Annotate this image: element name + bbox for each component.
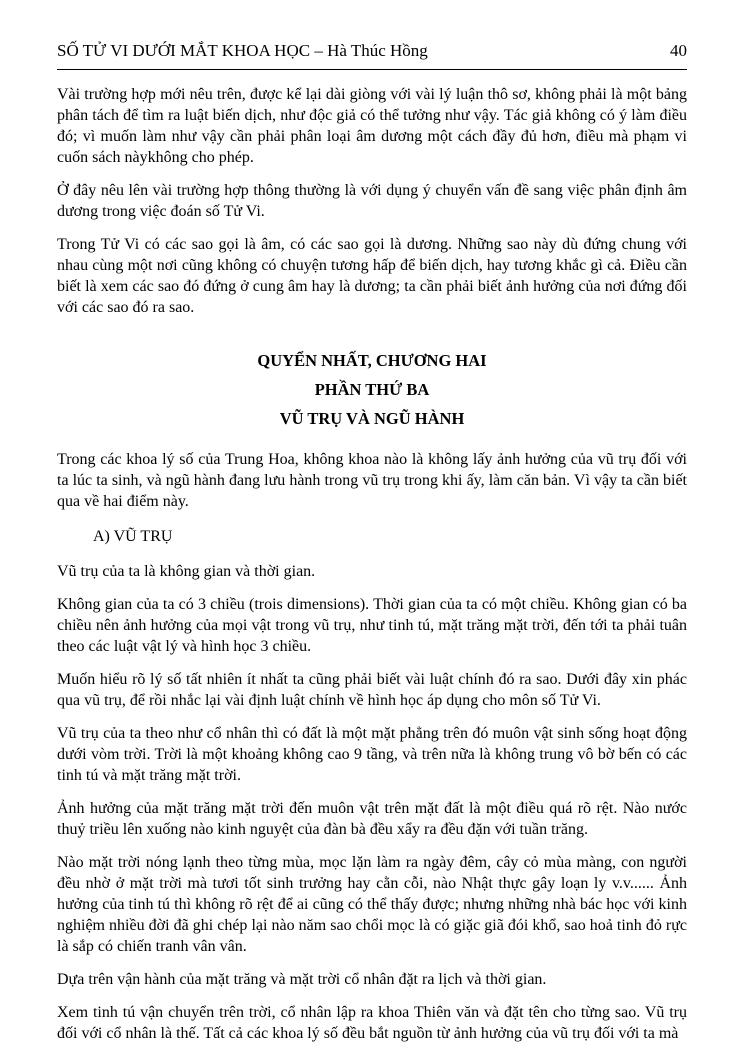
header-divider [57,69,687,70]
chapter-heading-title: VŨ TRỤ VÀ NGŨ HÀNH [279,409,465,428]
paragraph: Xem tinh tú vận chuyển trên trời, cổ nhân lập ra khoa Thiên văn và đặt tên cho từng sao. Vũ trụ đối với cổ nhân là thế. Tất cả các khoa lý số đều bắt nguồn từ ảnh hưởng của vũ trụ đối với ta mà [57,1004,687,1042]
paragraph: Dựa trên vận hành của mặt trăng và mặt trời cổ nhân đặt ra lịch và thời gian. [57,971,547,988]
running-header [57,40,687,62]
paragraph: Ảnh hưởng của mặt trăng mặt trời đến muôn vật trên mặt đất là một điều quá rõ rệt. Nào nước thuỷ triều lên xuống nào kinh nguyệt của đàn bà đều xẩy ra đều đặn với tuần trăng. [57,800,687,838]
book-title: SỐ TỬ VI DƯỚI MẮT KHOA HỌC – Hà Thúc Hồng [57,41,428,60]
page-number: 40 [670,41,687,60]
paragraph: Vũ trụ của ta là không gian và thời gian. [57,563,316,580]
paragraph: Trong các khoa lý số của Trung Hoa, không khoa nào là không lấy ảnh hưởng của vũ trụ đối với ta lúc ta sinh, và ngũ hành đang lưu hành trong vũ trụ trong khi ấy, làm căn bản. Vì vậy ta cần biết qua về hai điểm này. [57,451,687,510]
page-body [57,84,687,1044]
chapter-headings [57,346,687,433]
chapter-heading-volume: QUYỂN NHẤT, CHƯƠNG HAI [257,351,487,370]
paragraph: Không gian của ta có 3 chiều (trois dimensions). Thời gian của ta có một chiều. Không gian có ba chiều nên ảnh hưởng của mọi vật trong vũ trụ, như tinh tú, mặt trăng mặt trời, đến tới ta phải tuân theo các luật vật lý và hình học 3 chiều. [57,596,687,655]
paragraph: Vũ trụ của ta theo như cổ nhân thì có đất là một mặt phẳng trên đó muôn vật sinh sống hoạt động dưới vòm trời. Trời là một khoảng không cao 9 tầng, và trên nữa là không trung vô bờ bến có các tinh tú và mặt trăng mặt trời. [57,725,687,784]
paragraph: Vài trường hợp mới nêu trên, được kể lại dài giòng với vài lý luận thô sơ, không phải là một bảng phân tách để tìm ra luật biến dịch, như độc giả có thể tưởng như vậy. Tác giả không có ý làm điều đó; vì muốn làm như vậy cần phải phân loại âm dương một cách đầy đủ hơn, điều mà phạm vi cuốn sách nàykhông cho phép. [57,86,687,166]
paragraph: Trong Tử Vi có các sao gọi là âm, có các sao gọi là dương. Những sao này dù đứng chung với nhau cùng một nơi cũng không có chuyện tương hấp để biến dịch, hay tương khắc gì cả. Điều cần biết là xem các sao đó đứng ở cung âm hay là dương; ta cần phải biết ảnh hưởng của nơi đứng đối với các sao đó ra sao. [57,236,687,316]
paragraph: Nào mặt trời nóng lạnh theo từng mùa, mọc lặn làm ra ngày đêm, cây cỏ mùa màng, con người đều nhờ ở mặt trời mà tươi tốt sinh trưởng hay cằn cỗi, nào Nhật thực gây loạn ly v.v...... Ảnh hưởng của tinh tú thì không rõ rệt để ai cũng có thể thấy được; nhưng những nhà bác học với kinh nghiệm nhiều đời đã ghi chép lại nào năm sao chổi mọc là có giặc giã đói khổ, sao hoả tinh đỏ rực là sắp có chiến tranh vân vân. [57,854,687,955]
chapter-heading-part: PHẦN THỨ BA [314,380,430,399]
paragraph: Ở đây nêu lên vài trường hợp thông thường là với dụng ý chuyển vấn đề sang việc phân định âm dương trong việc đoán số Tử Vi. [57,182,687,220]
paragraph: Muốn hiểu rõ lý số tất nhiên ít nhất ta cũng phải biết vài luật chính đó ra sao. Dưới đây xin phác qua vũ trụ, để rồi nhắc lại vài định luật chính về hình học áp dụng cho môn số Tử Vi. [57,671,687,709]
section-subheading: A) VŨ TRỤ [93,528,173,545]
